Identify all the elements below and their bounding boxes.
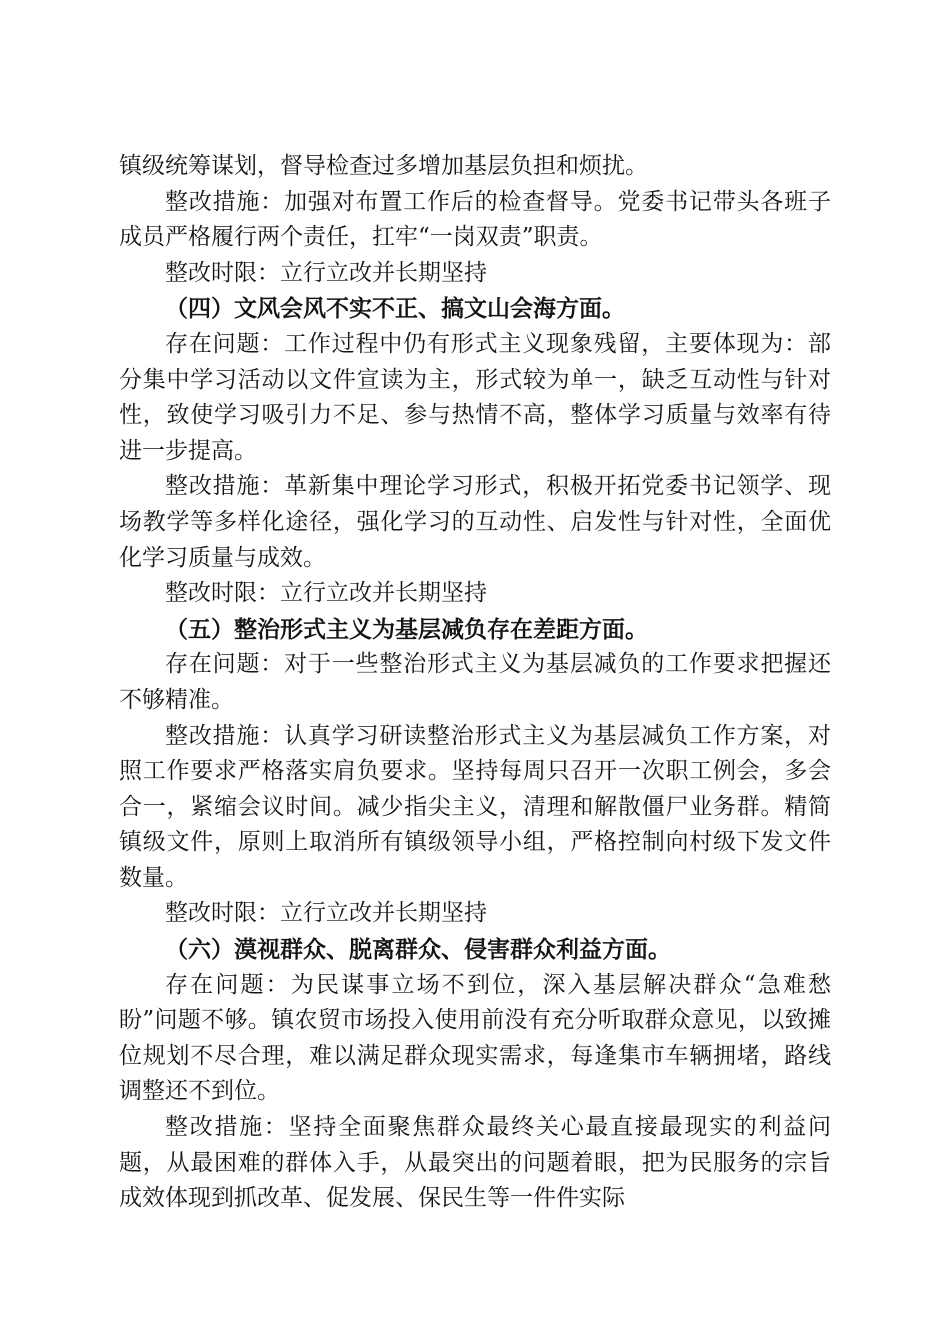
paragraph-continued: 镇级统筹谋划，督导检查过多增加基层负担和烦扰。 (119, 153, 648, 179)
rectification-deadline-paragraph: 整改时限：立行立改并长期坚持 (165, 580, 487, 607)
problem-paragraph: 存在问题：为民谋事立场不到位，深入基层解决群众“急难愁盼”问题不够。镇农贸市场投入使用前没有充分听取群众意见，以致摊位规划不尽合理，难以满足群众现实需求，每逢集市车辆拥堵，路线调整还不到位。 (119, 971, 831, 1105)
rectification-deadline-paragraph: 整改时限：立行立改并长期坚持 (165, 259, 487, 286)
rectification-deadline-paragraph: 整改时限：立行立改并长期坚持 (165, 900, 487, 927)
rectification-measure-paragraph: 整改措施：加强对布置工作后的检查督导。党委书记带头各班子成员严格履行两个责任，扛牢“一岗双责”职责。 (119, 188, 831, 251)
rectification-measure-paragraph: 整改措施：坚持全面聚焦群众最终关心最直接最现实的利益问题，从最困难的群体入手，从最突出的问题着眼，把为民服务的宗旨成效体现到抓改革、促发展、保民生等一件件实际 (119, 1114, 831, 1212)
section-heading-6: （六）漠视群众、脱离群众、侵害群众利益方面。 (165, 936, 671, 964)
rectification-measure-paragraph: 整改措施：革新集中理论学习形式，积极开拓党委书记领学、现场教学等多样化途径，强化学习的互动性、启发性与针对性，全面优化学习质量与成效。 (119, 473, 831, 571)
problem-paragraph: 存在问题：工作过程中仍有形式主义现象残留，主要体现为：部分集中学习活动以文件宣读为主，形式较为单一，缺乏互动性与针对性，致使学习吸引力不足、参与热情不高，整体学习质量与效率有待进一步提高。 (119, 330, 831, 464)
problem-paragraph: 存在问题：对于一些整治形式主义为基层减负的工作要求把握还不够精准。 (119, 651, 831, 713)
section-heading-4: （四）文风会风不实不正、搞文山会海方面。 (165, 295, 625, 323)
document-body (119, 149, 831, 1217)
section-heading-5: （五）整治形式主义为基层减负存在差距方面。 (165, 615, 648, 643)
rectification-measure-paragraph: 整改措施：认真学习研读整治形式主义为基层减负工作方案，对照工作要求严格落实肩负要求。坚持每周只召开一次职工例会，多会合一，紧缩会议时间。减少指尖主义，清理和解散僵尸业务群。精简镇级文件，原则上取消所有镇级领导小组，严格控制向村级下发文件数量。 (119, 722, 831, 891)
